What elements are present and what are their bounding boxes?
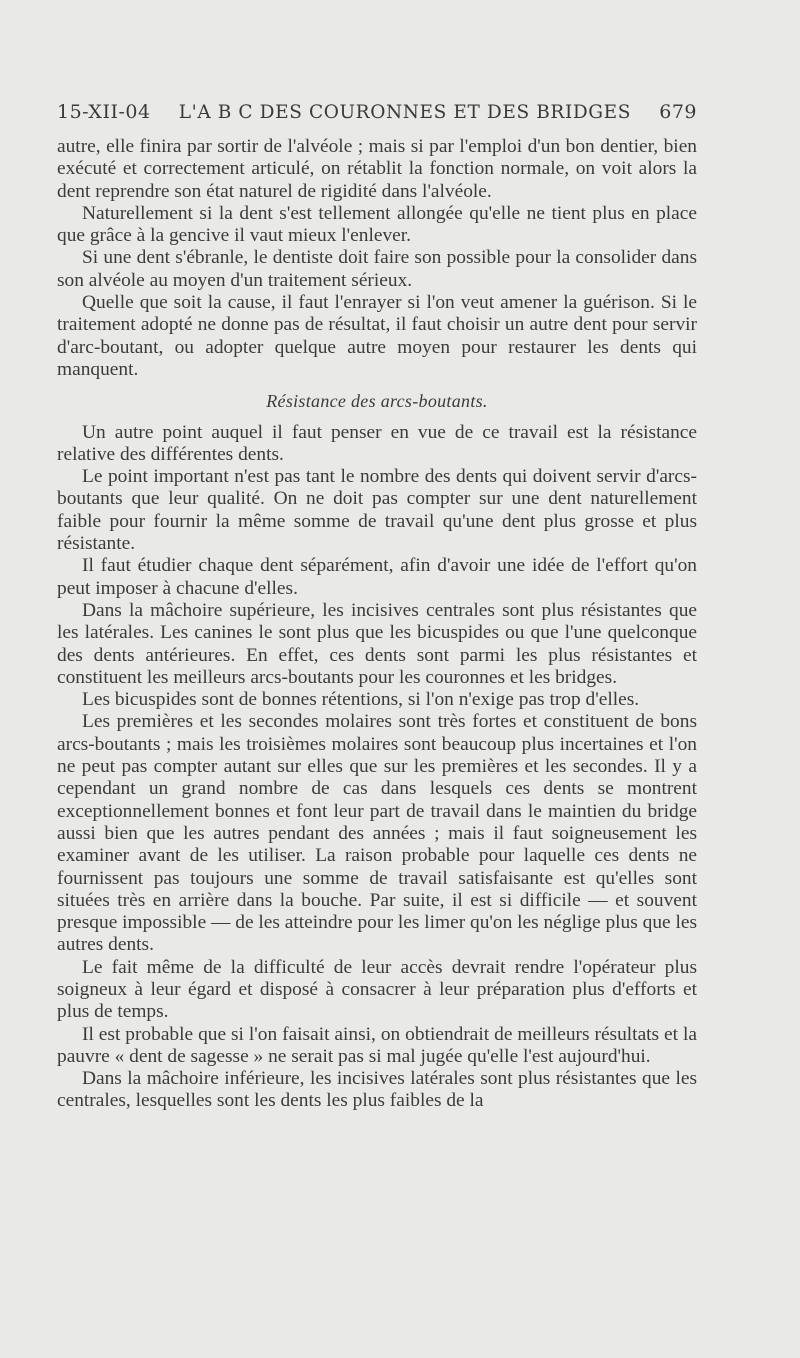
paragraph: Le point important n'est pas tant le nombre des dents qui doivent servir d'arcs-boutants que leur qualité. On ne doit pas compter sur une dent naturellement faible pour fournir la même somme de travail qu'une dent plus grosse et plus résistante. [57, 466, 697, 555]
paragraph: autre, elle finira par sortir de l'alvéole ; mais si par l'emploi d'un bon dentier, bien exécuté et correctement articulé, on rétablit la fonction normale, on voit alors la dent reprendre son état naturel de rigidité dans l'alvéole. [57, 136, 697, 202]
paragraph: Si une dent s'ébranle, le dentiste doit faire son possible pour la consolider dans son alvéole au moyen d'un traitement sérieux. [57, 247, 697, 291]
paragraph: Naturellement si la dent s'est tellement allongée qu'elle ne tient plus en place que grâce à la gencive il vaut mieux l'enlever. [57, 202, 697, 247]
paragraph: Le fait même de la difficulté de leur accès devrait rendre l'opérateur plus soigneux à leur égard et disposé à consacrer à leur préparation plus d'efforts et plus de temps. [57, 956, 697, 1023]
paragraph: Il faut étudier chaque dent séparément, afin d'avoir une idée de l'effort qu'on peut imposer à chacune d'elles. [57, 555, 697, 599]
paragraph: Les bicuspides sont de bonnes rétentions, si l'on n'exige pas trop d'elles. [82, 689, 640, 711]
body-text [57, 136, 697, 1113]
header-date: 15-XII-04 [57, 101, 151, 123]
paragraph: Un autre point auquel il faut penser en vue de ce travail est la résistance relative des différentes dents. [57, 421, 697, 465]
paragraph: Dans la mâchoire inférieure, les incisives latérales sont plus résistantes que les centrales, lesquelles sont les dents les plus faibles de la [57, 1068, 697, 1112]
section-heading: Résistance des arcs-boutants. [266, 391, 488, 412]
paragraph: Quelle que soit la cause, il faut l'enrayer si l'on veut amener la guérison. Si le traitement adopté ne donne pas de résultat, il faut choisir un autre dent pour servir d'arc-boutant, ou adopter quelque autre moyen pour restaurer les dents qui manquent. [57, 292, 697, 380]
paragraph: Dans la mâchoire supérieure, les incisives centrales sont plus résistantes que les latérales. Les canines le sont plus que les bicuspides ou que l'une quelconque des dents antérieures. En effet, ces dents sont parmi les plus résistantes et constituent les meilleurs arcs-boutants pour les couronnes et les bridges. [57, 599, 697, 688]
running-header [57, 101, 697, 123]
page-number: 679 [659, 101, 697, 123]
header-title: L'A B C DES COURONNES ET DES BRIDGES [178, 102, 632, 123]
paragraph: Il est probable que si l'on faisait ainsi, on obtiendrait de meilleurs résultats et la pauvre « dent de sagesse » ne serait pas si mal jugée qu'elle l'est aujourd'hui. [57, 1023, 697, 1067]
paragraph: Les premières et les secondes molaires sont très fortes et constituent de bons arcs-boutants ; mais les troisièmes molaires sont beaucoup plus incertaines et l'on ne peut pas compter autant sur elles que sur les premières et les secondes. Il y a cependant un grand nombre de cas dans lesquels ces dents se montrent exceptionnellement bonnes et font leur part de travail dans le maintien du bridge aussi bien que les autres pendant des années ; mais il faut soigneusement les examiner avant de les utiliser. La raison probable pour laquelle ces dents ne fournissent pas toujours une somme de travail satisfaisante est qu'elles sont situées très en arrière dans la bouche. Par suite, il est si difficile — et souvent presque impossible — de les atteindre pour les limer qu'on les néglige plus que les autres dents. [57, 711, 698, 956]
